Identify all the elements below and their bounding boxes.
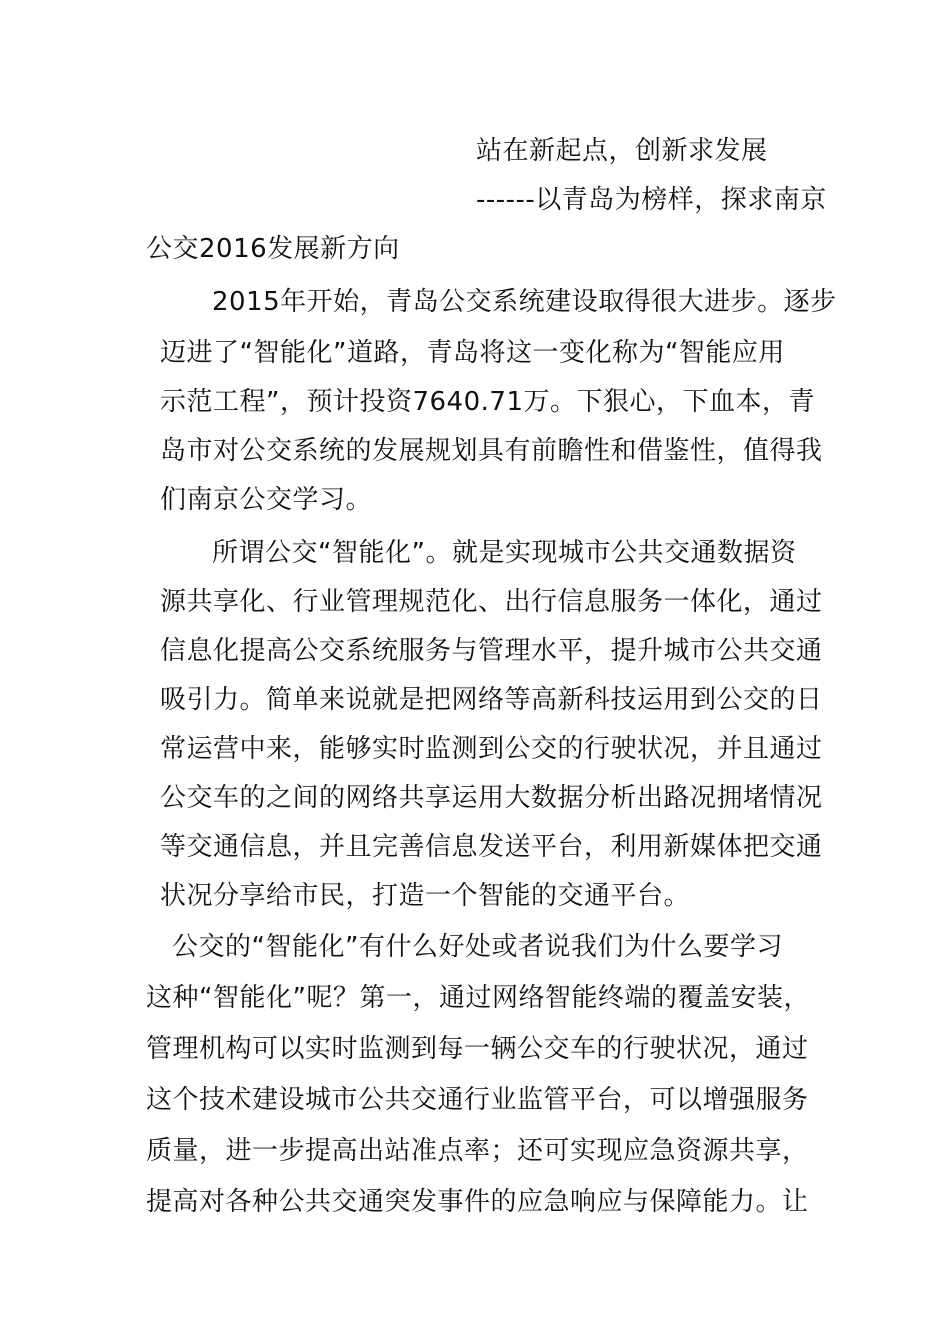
doc-title: 站在新起点，创新求发展	[476, 136, 768, 166]
paragraph-line: 信息化提高公交系统服务与管理水平，提升城市公共交通	[160, 636, 823, 666]
paragraph-line: 等交通信息，并且完善信息发送平台，利用新媒体把交通	[160, 832, 823, 862]
paragraph-line: 们南京公交学习。	[160, 485, 373, 515]
paragraph-line: 迈进了“智能化”道路，青岛将这一变化称为“智能应用	[160, 338, 785, 368]
paragraph-line: 状况分享给市民，打造一个智能的交通平台。	[160, 881, 691, 911]
paragraph-line: 常运营中来，能够实时监测到公交的行驶状况，并且通过	[160, 734, 823, 764]
paragraph-line: 源共享化、行业管理规范化、出行信息服务一体化，通过	[160, 587, 823, 617]
paragraph-line: 岛市对公交系统的发展规划具有前瞻性和借鉴性，值得我	[160, 436, 823, 466]
paragraph-line: 这个技术建设城市公共交通行业监管平台，可以增强服务	[146, 1085, 809, 1115]
paragraph-line: 示范工程”，预计投资7640.71万。下狠心，下血本，青	[160, 387, 815, 417]
paragraph-line: 质量，进一步提高出站准点率；还可实现应急资源共享，	[146, 1136, 809, 1166]
doc-subtitle-line-2: 公交2016发展新方向	[146, 234, 400, 264]
paragraph-line: 管理机构可以实时监测到每一辆公交车的行驶状况，通过	[146, 1034, 809, 1064]
paragraph-line: 公交车的之间的网络共享运用大数据分析出路况拥堵情况	[160, 783, 823, 813]
paragraph-line: 提高对各种公共交通突发事件的应急响应与保障能力。让	[146, 1187, 809, 1217]
doc-subtitle-line-1: ------以青岛为榜样，探求南京	[476, 185, 827, 215]
paragraph-line: 这种“智能化”呢？第一，通过网络智能终端的覆盖安装，	[146, 983, 810, 1013]
paragraph-line: 2015年开始，青岛公交系统建设取得很大进步。逐步	[212, 287, 837, 317]
paragraph-line: 所谓公交“智能化”。就是实现城市公共交通数据资	[212, 538, 797, 568]
paragraph-line: 吸引力。简单来说就是把网络等高新科技运用到公交的日	[160, 685, 823, 715]
paragraph-line: 公交的“智能化”有什么好处或者说我们为什么要学习	[172, 932, 783, 962]
